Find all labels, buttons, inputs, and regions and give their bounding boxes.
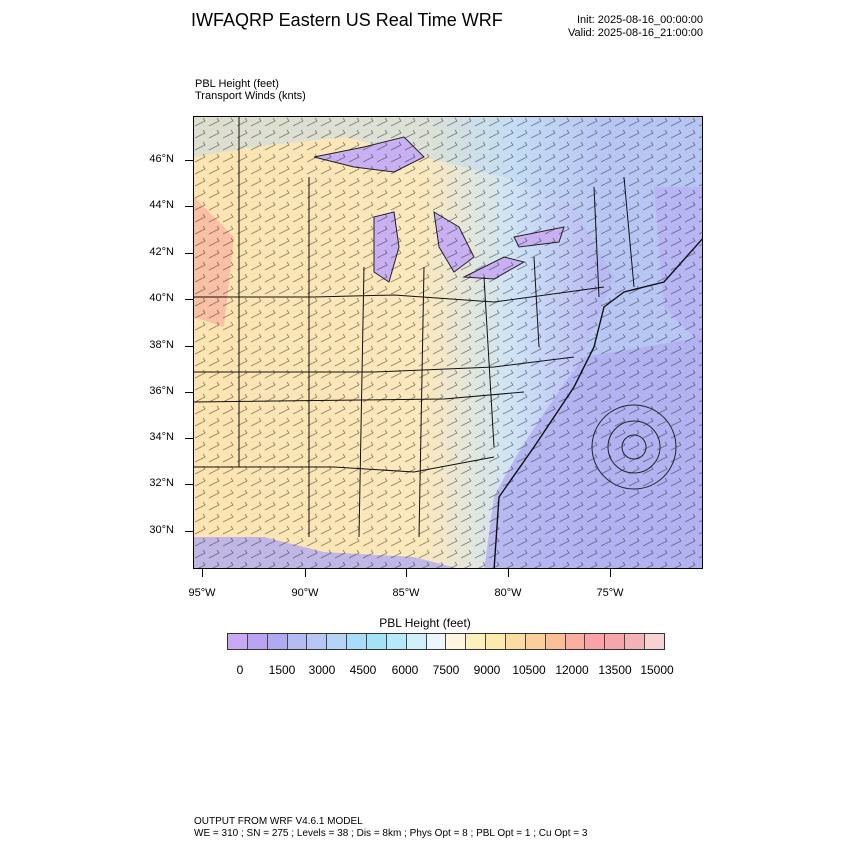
valid-time: Valid: 2025-08-16_21:00:00 — [568, 27, 703, 39]
colorbar-swatch — [248, 634, 268, 649]
map-panel — [193, 116, 703, 569]
lat-label-32: 32°N — [149, 477, 174, 489]
lon-label-85: 85°W — [392, 587, 420, 599]
colorbar-swatch — [307, 634, 327, 649]
colorbar-label: 10500 — [512, 663, 546, 677]
lat-label-44: 44°N — [149, 199, 174, 211]
colorbar-label: 12000 — [555, 663, 589, 677]
colorbar-swatch — [288, 634, 308, 649]
colorbar-label: 1500 — [268, 663, 296, 677]
model-version: OUTPUT FROM WRF V4.6.1 MODEL — [194, 816, 363, 827]
colorbar-label: 0 — [236, 663, 244, 677]
colorbar-swatch — [347, 634, 367, 649]
colorbar-label: 15000 — [640, 663, 674, 677]
lat-tick — [185, 438, 193, 439]
colorbar-swatch — [645, 634, 664, 649]
lon-label-75: 75°W — [596, 587, 624, 599]
secondary-field-label: Transport Winds (knts) — [195, 90, 306, 102]
colorbar-label: 13500 — [598, 663, 632, 677]
lat-tick — [185, 206, 193, 207]
colorbar-label: 4500 — [349, 663, 377, 677]
colorbar-swatch — [605, 634, 625, 649]
colorbar-label: 3000 — [308, 663, 336, 677]
lat-label-42: 42°N — [149, 246, 174, 258]
lat-tick — [185, 299, 193, 300]
colorbar-swatch — [566, 634, 586, 649]
model-settings: WE = 310 ; SN = 275 ; Levels = 38 ; Dis = 8km ; Phys Opt = 8 ; PBL Opt = 1 ; Cu Opt = 3 — [194, 828, 588, 839]
lat-label-36: 36°N — [149, 385, 174, 397]
lon-tick — [202, 569, 203, 577]
primary-field-label: PBL Height (feet) — [195, 78, 279, 90]
lat-tick — [185, 392, 193, 393]
colorbar-title: PBL Height (feet) — [379, 616, 471, 630]
colorbar-swatch — [625, 634, 645, 649]
lat-label-38: 38°N — [149, 339, 174, 351]
colorbar-swatch — [387, 634, 407, 649]
lat-label-34: 34°N — [149, 431, 174, 443]
colorbar-swatch — [466, 634, 486, 649]
lon-tick — [610, 569, 611, 577]
colorbar-swatch — [546, 634, 566, 649]
colorbar-label: 6000 — [391, 663, 419, 677]
lat-tick — [185, 160, 193, 161]
lat-label-46: 46°N — [149, 153, 174, 165]
colorbar-swatch — [367, 634, 387, 649]
pbl-height-map — [194, 117, 703, 569]
lat-tick — [185, 346, 193, 347]
colorbar-swatch — [585, 634, 605, 649]
lon-tick — [305, 569, 306, 577]
lon-label-80: 80°W — [494, 587, 522, 599]
colorbar-label: 7500 — [432, 663, 460, 677]
plot-title: IWFAQRP Eastern US Real Time WRF — [191, 10, 503, 30]
colorbar-swatch — [506, 634, 526, 649]
colorbar-swatch — [446, 634, 466, 649]
lon-label-95: 95°W — [188, 587, 216, 599]
lat-tick — [185, 484, 193, 485]
lat-label-40: 40°N — [149, 292, 174, 304]
colorbar-swatch — [526, 634, 546, 649]
lat-tick — [185, 531, 193, 532]
field-labels — [195, 78, 306, 102]
colorbar-label: 9000 — [473, 663, 501, 677]
lat-label-30: 30°N — [149, 524, 174, 536]
colorbar-swatch — [427, 634, 447, 649]
transport-wind-barbs — [194, 117, 703, 569]
colorbar-swatch — [268, 634, 288, 649]
colorbar-swatch — [486, 634, 506, 649]
lon-tick — [406, 569, 407, 577]
lon-label-90: 90°W — [291, 587, 319, 599]
time-info — [568, 14, 703, 40]
lat-tick — [185, 253, 193, 254]
model-info — [194, 816, 587, 840]
lon-tick — [508, 569, 509, 577]
colorbar-swatch — [228, 634, 248, 649]
init-time: Init: 2025-08-16_00:00:00 — [577, 14, 703, 26]
colorbar — [227, 633, 665, 650]
colorbar-swatch — [327, 634, 347, 649]
colorbar-swatch — [407, 634, 427, 649]
